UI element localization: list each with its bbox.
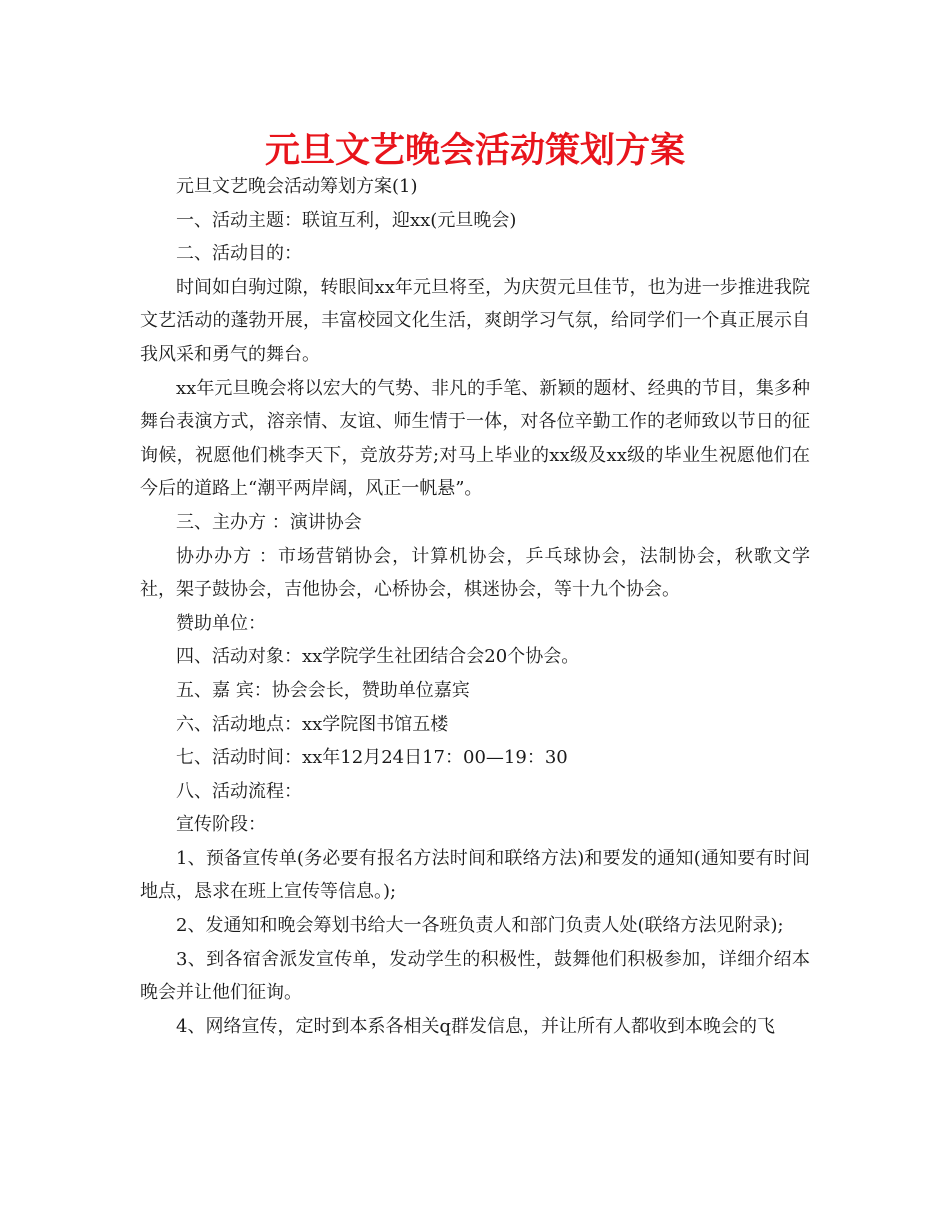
paragraph-step-1: 1、预备宣传单(务必要有报名方法时间和联络方法)和要发的通知(通知要有时间地点，恳求在班上宣传等信息。); — [140, 847, 810, 903]
document-body — [140, 170, 810, 1043]
paragraph-step-4: 4、网络宣传，定时到本系各相关q群发信息，并让所有人都收到本晚会的飞 — [176, 1015, 775, 1037]
paragraph-sponsor: 赞助单位： — [176, 612, 266, 634]
paragraph-host: 三、主办方 ：演讲协会 — [176, 511, 362, 533]
paragraph-step-2: 2、发通知和晚会筹划书给大一各班负责人和部门负责人处(联络方法见附录); — [176, 915, 784, 937]
paragraph-theme: 一、活动主题：联谊互利，迎xx(元旦晚会) — [176, 209, 517, 231]
paragraph-step-3: 3、到各宿舍派发宣传单，发动学生的积极性，鼓舞他们积极参加，详细介绍本晚会并让他们征询。 — [140, 948, 810, 1004]
paragraph-subtitle: 元旦文艺晚会活动筹划方案(1) — [176, 176, 418, 197]
paragraph-audience: 四、活动对象：xx学院学生社团结合会20个协会。 — [176, 646, 580, 668]
paragraph-purpose-heading: 二、活动目的： — [176, 243, 302, 265]
paragraph-guests: 五、嘉 宾：协会会长，赞助单位嘉宾 — [176, 679, 470, 701]
paragraph-gala-description: xx年元旦晚会将以宏大的气势、非凡的手笔、新颖的题材、经典的节目，集多种舞台表演方式，溶亲情、友谊、师生情于一体，对各位辛勤工作的老师致以节日的征询候，祝愿他们桃李天下，竞放芬芳;对马上毕业的xx级及xx级的毕业生祝愿他们在今后的道路上“潮平两岸阔，风正一帆悬”。 — [140, 377, 810, 500]
paragraph-time: 七、活动时间：xx年12月24日17：00—19：30 — [176, 747, 568, 769]
paragraph-process-heading: 八、活动流程： — [176, 780, 302, 802]
paragraph-location: 六、活动地点：xx学院图书馆五楼 — [176, 713, 449, 735]
paragraph-purpose-body: 时间如白驹过隙，转眼间xx年元旦将至，为庆贺元旦佳节，也为进一步推进我院文艺活动的蓬勃开展，丰富校园文化生活，爽朗学习气氛，给同学们一个真正展示自我风采和勇气的舞台。 — [140, 276, 810, 365]
paragraph-promo-stage: 宣传阶段： — [176, 814, 266, 836]
paragraph-co-host: 协办办方 ：市场营销协会，计算机协会，乒乓球协会，法制协会，秋歌文学社，架子鼓协会，吉他协会，心桥协会，棋迷协会，等十九个协会。 — [140, 545, 810, 601]
document-title: 元旦文艺晚会活动策划方案 — [264, 131, 685, 171]
